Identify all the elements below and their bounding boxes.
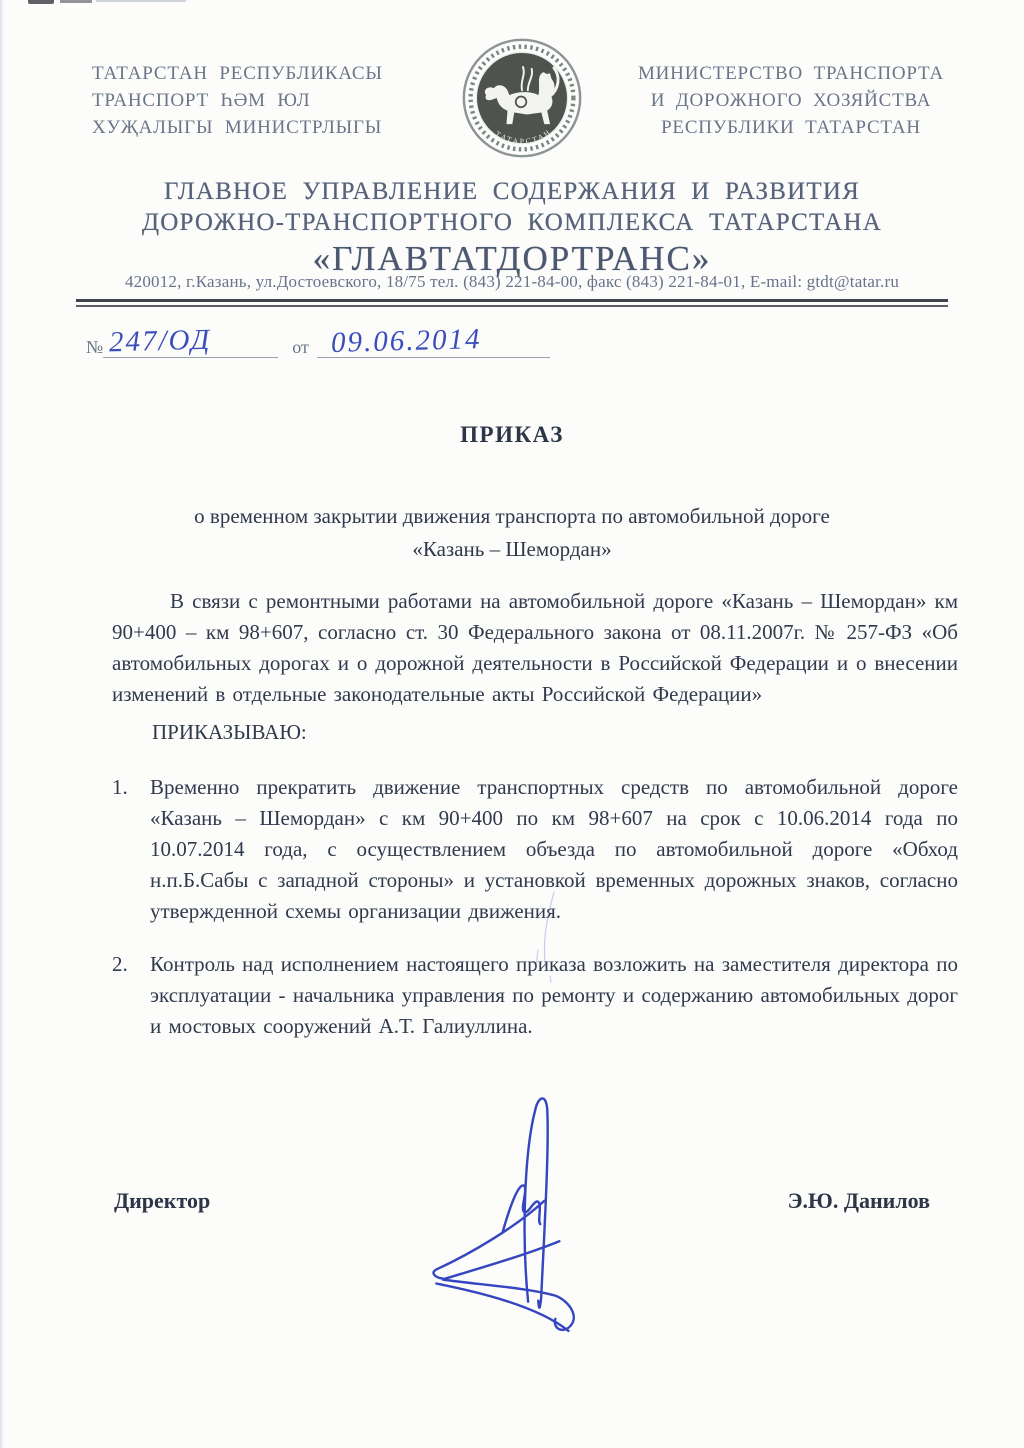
item-text: Временно прекратить движение транспортных средств по автомобильной дороге «Казань – Шемордан» с км 90+400 по км 98+607 на срок с 10.06.2014 года по 10.07.2014 года, с осуществлением объезда по автомобильной дороге «Обход н.п.Б.Сабы с западной стороны» и установкой временных дорожных знаков, согласно утвержденной схемы организации движения. <box>150 775 958 923</box>
item-text: Контроль над исполнением настоящего приказа возложить на заместителя директора по эксплуатации - начальника управления по ремонту и содержанию автомобильных дорог и мостовых сооружений А.Т. Галиуллина. <box>150 952 958 1038</box>
org-name-russian-line: РЕСПУБЛИКИ ТАТАРСТАН <box>661 117 921 138</box>
address-line: 420012, г.Казань, ул.Достоевского, 18/75 тел. (843) 221-84-00, факс (843) 221-84-01, E-mail: gtdt@tatar.ru <box>124 272 900 291</box>
doc-date-field <box>317 323 550 359</box>
item-number: 2. <box>112 952 128 976</box>
department-title <box>0 176 1024 279</box>
doc-number-label: № <box>86 337 104 357</box>
scan-smudge <box>28 0 54 4</box>
doc-number-handwritten: 247/ОД <box>108 323 212 359</box>
department-title-line: ДОРОЖНО-ТРАНСПОРТНОГО КОМПЛЕКСА ТАТАРСТАНА <box>141 209 882 236</box>
org-name-tatar-line: ХУҖАЛЫГЫ МИНИСТРЛЫГЫ <box>92 117 383 138</box>
doc-number-field <box>103 323 278 359</box>
org-name-tatar <box>92 60 462 141</box>
department-short-name: «ГЛАВТАТДОРТРАНС» <box>312 239 712 278</box>
signer-name: Э.Ю. Данилов <box>787 1188 930 1213</box>
org-name-tatar-line: ТАТАРСТАН РЕСПУБЛИКАСЫ <box>92 63 383 84</box>
signer-position: Директор <box>114 1188 211 1213</box>
org-name-russian-line: И ДОРОЖНОГО ХОЗЯЙСТВА <box>650 90 932 111</box>
scan-smudge <box>60 0 92 3</box>
scan-smudge <box>96 0 186 2</box>
doc-date-label: от <box>292 337 309 357</box>
document-subject <box>0 500 1024 566</box>
org-name-russian <box>608 60 974 141</box>
handwritten-signature <box>406 1090 618 1342</box>
department-title-line: ГЛАВНОЕ УПРАВЛЕНИЕ СОДЕРЖАНИЯ И РАЗВИТИЯ <box>164 178 860 205</box>
letterhead-divider <box>76 299 948 307</box>
org-name-russian-line: МИНИСТЕРСТВО ТРАНСПОРТА <box>637 63 945 84</box>
document-title: ПРИКАЗ <box>460 422 564 447</box>
intro-paragraph: В связи с ремонтными работами на автомобильной дороге «Казань – Шемордан» км 90+400 – км 98+607, согласно ст. 30 Федерального закона от 08.11.2007г. № 257-ФЗ «Об автомобильных дорогах и о дорожной деятельности в Российской Федерации и о внесении изменений в отдельные законодательные акты Российской Федерации» <box>112 589 958 706</box>
item-number: 1. <box>112 775 128 799</box>
resolution-word: ПРИКАЗЫВАЮ: <box>152 720 307 744</box>
stray-ink-mark <box>516 890 576 985</box>
subject-line: «Казань – Шемордан» <box>412 537 612 561</box>
emblem-ring-text: ТАТАРСТАН <box>493 127 554 146</box>
doc-meta-line <box>86 323 550 359</box>
subject-line: о временном закрытии движения транспорта по автомобильной дороге <box>194 504 830 528</box>
doc-date-handwritten: 09.06.2014 <box>330 323 482 359</box>
tatarstan-emblem-icon <box>459 34 585 162</box>
org-name-tatar-line: ТРАНСПОРТ ҺӘМ ЮЛ <box>92 90 311 111</box>
